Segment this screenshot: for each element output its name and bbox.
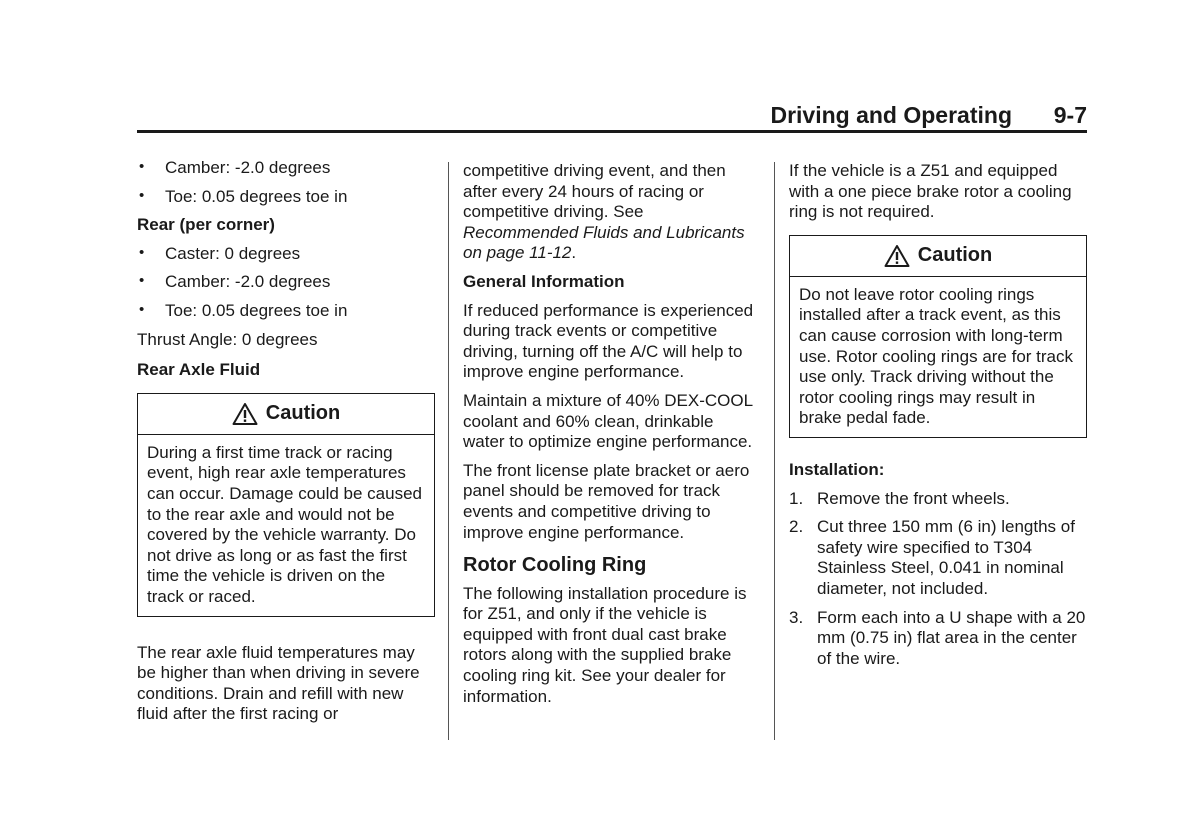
- caution-label: Caution: [265, 402, 341, 425]
- axle-fluid-paragraph: The rear axle fluid temperatures may be higher than when driving in severe conditions. Drain and refill with new fluid after the first racing or: [137, 642, 420, 724]
- caution-text: Do not leave rotor cooling rings installed after a track event, as this can cause corrosion with long-term use. Rotor cooling rings are for track use only. Track driving without the rotor cooling rings may result in brake pedal fade.: [799, 284, 1074, 428]
- front-spec-list: [137, 158, 435, 207]
- caution-text: During a first time track or racing event, high rear axle temperatures can occur. Damage could be caused to the rear axle and would not be covered by the vehicle warranty. Do not drive as long or as fast the first time the vehicle is driven on the track or raced.: [147, 442, 423, 606]
- list-item: • Camber: -2.0 degrees: [137, 272, 435, 293]
- step-text: Form each into a U shape with a 20 mm (0.75 in) flat area in the center of the wire.: [817, 607, 1086, 668]
- step-number: 3.: [789, 607, 804, 627]
- license-plate-paragraph: The front license plate bracket or aero panel should be removed for track events and competitive driving to improve engine performance.: [463, 460, 750, 542]
- caution-header: [790, 236, 1086, 277]
- rear-spec-list: [137, 244, 435, 322]
- list-item: • Caster: 0 degrees: [137, 244, 435, 265]
- warning-triangle-icon: [232, 402, 258, 426]
- axle-fluid-heading: Rear Axle Fluid: [137, 360, 261, 380]
- column-1: [137, 158, 435, 733]
- step-text: Cut three 150 mm (6 in) lengths of safety wire specified to T304 Stainless Steel, 0.041 in nominal diameter, not included.: [817, 517, 1075, 598]
- caution-box-axle: [137, 393, 435, 617]
- coolant-paragraph: Maintain a mixture of 40% DEX-COOL coolant and 60% clean, drinkable water to optimize engine performance.: [463, 390, 753, 452]
- column-3: [789, 161, 1087, 677]
- list-item: • Camber: -2.0 degrees: [137, 158, 435, 179]
- list-item: • Toe: 0.05 degrees toe in: [137, 187, 435, 208]
- caution-label: Caution: [917, 244, 993, 267]
- step-number: 1.: [789, 488, 804, 508]
- list-item: [789, 489, 1087, 510]
- page-header: [137, 100, 1087, 133]
- paragraph-text: .: [571, 243, 577, 263]
- rotor-cooling-heading: Rotor Cooling Ring: [463, 554, 647, 577]
- step-text: Remove the front wheels.: [817, 488, 1010, 508]
- rear-heading: Rear (per corner): [137, 215, 275, 235]
- list-item: [789, 517, 1087, 599]
- step-number: 2.: [789, 517, 804, 537]
- general-info-heading: General Information: [463, 271, 625, 291]
- list-item: [789, 608, 1087, 670]
- column-divider-1: [448, 162, 449, 740]
- warning-triangle-icon: [884, 244, 910, 268]
- installation-steps: [789, 489, 1087, 670]
- paragraph-text: competitive driving event, and then after every 24 hours of racing or competitive driving. See: [463, 161, 726, 222]
- section-title: Driving and Operating: [770, 102, 1012, 128]
- caution-box-rotor: [789, 235, 1087, 438]
- caution-header: [138, 394, 434, 435]
- z51-paragraph: If the vehicle is a Z51 and equipped with a one piece brake rotor a cooling ring is not required.: [789, 161, 1072, 222]
- cross-reference: Recommended Fluids and Lubricants on page 11-12: [463, 222, 745, 263]
- fluid-change-paragraph: [463, 161, 759, 264]
- rotor-paragraph: The following installation procedure is for Z51, and only if the vehicle is equipped with front dual cast brake rotors along with the supplied brake cooling ring kit. See your dealer for information.: [463, 583, 747, 706]
- list-item: • Toe: 0.05 degrees toe in: [137, 301, 435, 322]
- thrust-angle: Thrust Angle: 0 degrees: [137, 329, 318, 349]
- column-divider-2: [774, 162, 775, 740]
- page-number: 9-7: [1053, 102, 1087, 128]
- ac-paragraph: If reduced performance is experienced during track events or competitive driving, turning off the A/C will help to improve engine performance.: [463, 300, 754, 382]
- installation-heading: Installation:: [789, 459, 885, 479]
- column-2: [463, 161, 759, 715]
